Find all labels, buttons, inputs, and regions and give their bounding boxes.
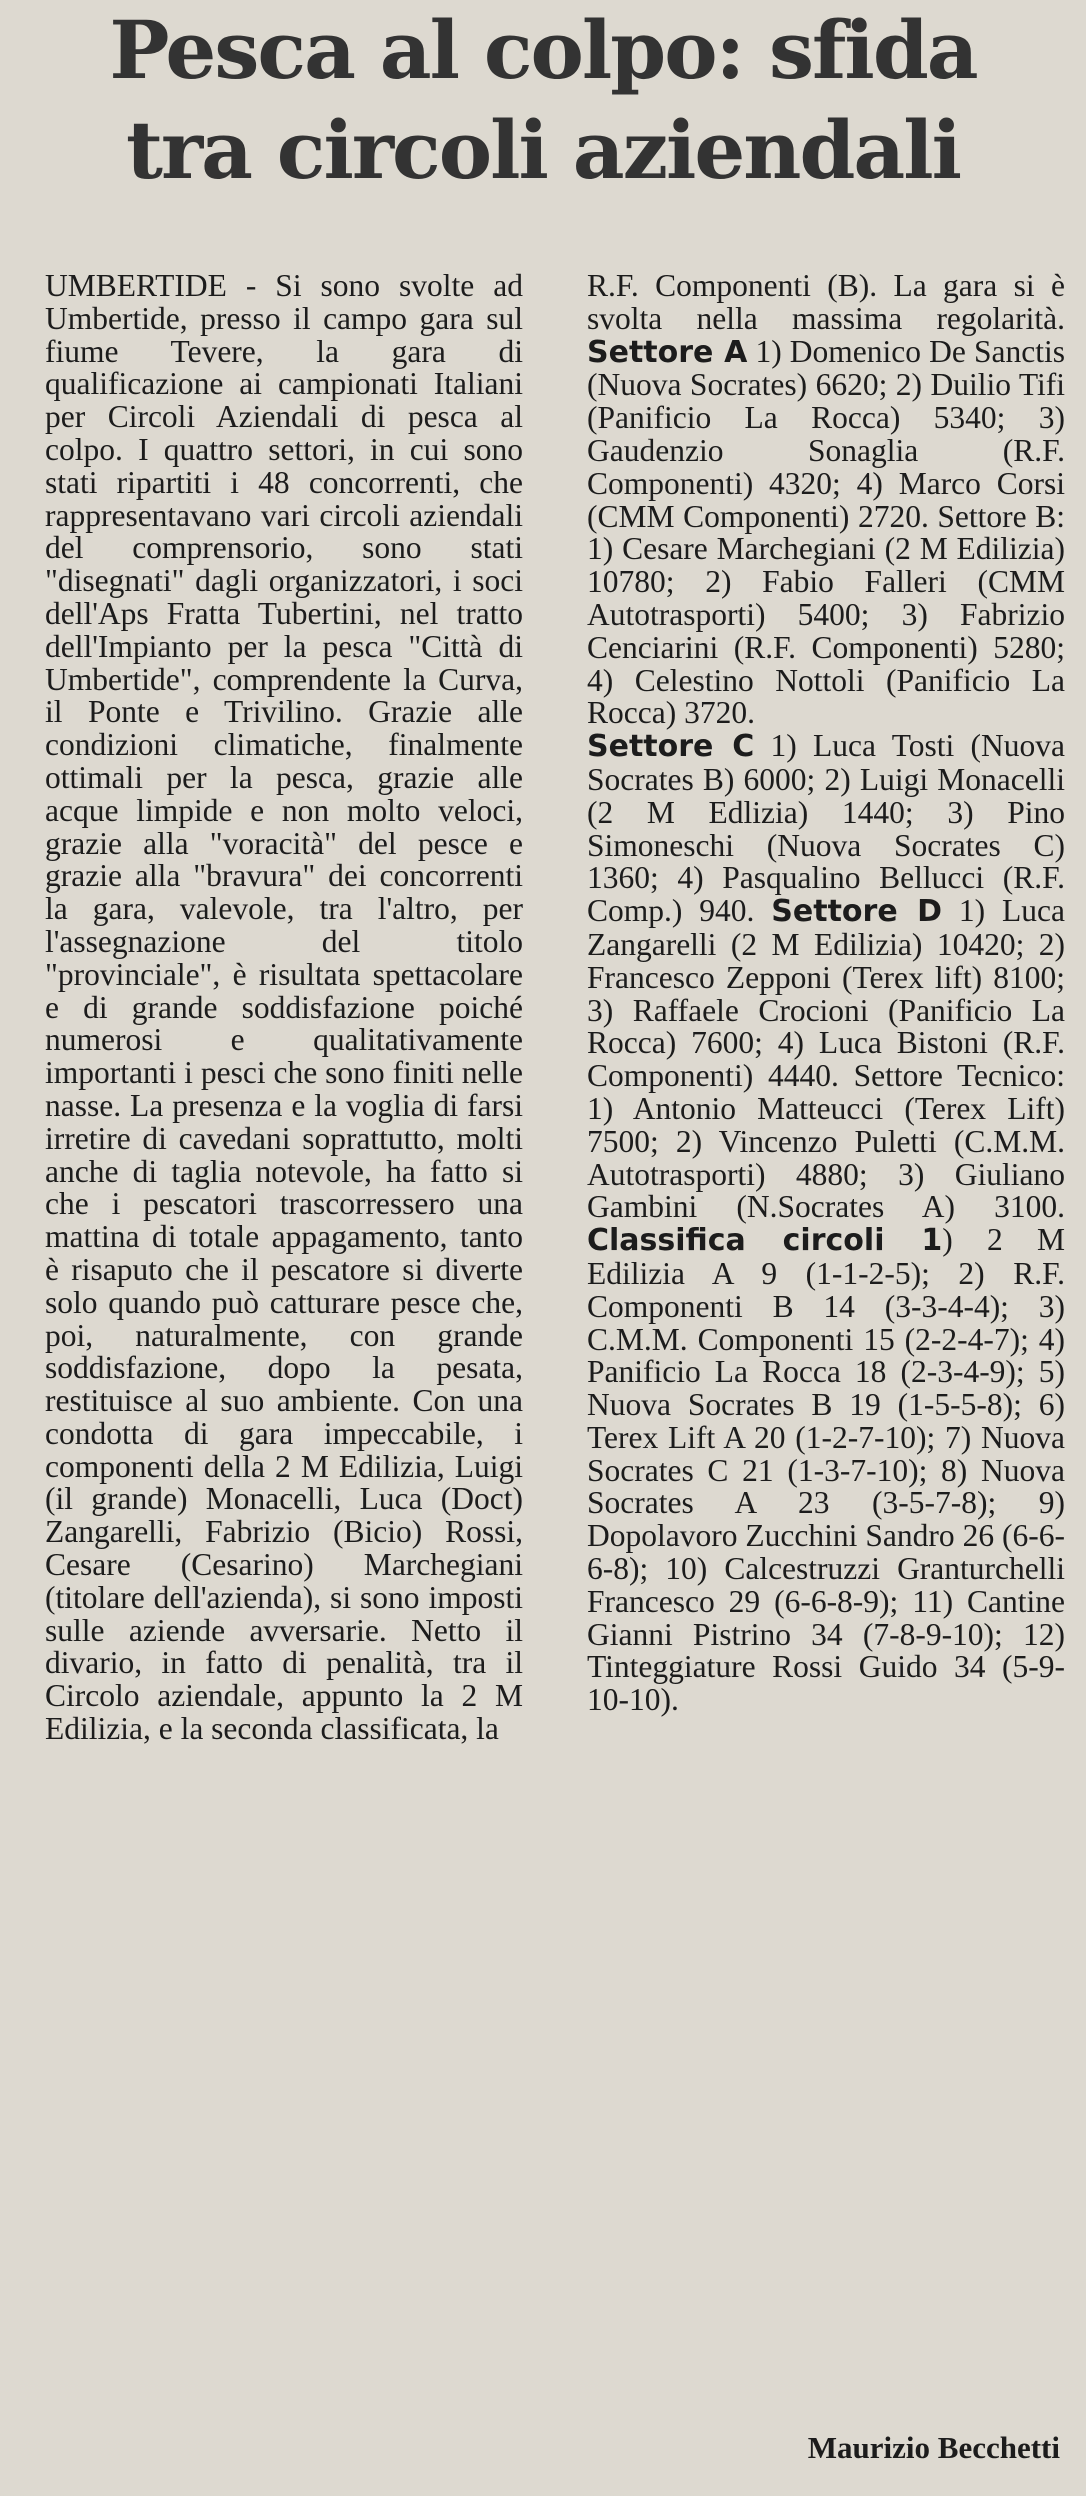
intro-text: R.F. Componenti (B). La gara si è svolta nella massima regolarità.: [587, 268, 1065, 336]
left-column: [45, 270, 523, 1746]
article-body: UMBERTIDE - Si sono svolte ad Umbertide, presso il campo gara sul fiume Tevere, la gara di qualificazione ai campionati Italiani per Circoli Aziendali di pesca al colpo. I quattro settori, in cui sono stati ripartiti i 48 concorrenti, che rappresentavano vari circoli aziendali del comprensorio, sono stati "disegnati" dagli organizzatori, i soci dell'Aps Fratta Tubertini, nel tratto dell'Impianto per la pesca "Città di Umbertide", comprendente la Curva, il Ponte e Trivilino. Grazie alle condizioni climatiche, finalmente ottimali per la pesca, grazie alle acque limpide e non molto veloci, grazie alla "voracità" del pesce e grazie alla "bravura" dei concorrenti la gara, valevole, tra l'altro, per l'assegnazione del titolo "provinciale", è risultata spettacolare e di grande soddisfazione poiché numerosi e qualitativamente importanti i pesci che sono finiti nelle nasse. La presenza e la voglia di farsi irretire di cavedani soprattutto, molti anche di taglia notevole, ha fatto si che i pescatori trascorressero una mattina di totale appagamento, tanto è risaputo che il pescatore si diverte solo quando può catturare pesce che, poi, naturalmente, con grande soddisfazione, dopo la pesata, restituisce al suo ambiente. Con una condotta di gara impeccabile, i componenti della 2 M Edilizia, Luigi (il grande) Monacelli, Luca (Doct) Zangarelli, Fabrizio (Bicio) Rossi, Cesare (Cesarino) Marchegiani (titolare dell'azienda), si sono imposti sulle aziende avversarie. Netto il divario, in fatto di penalità, tra il Circolo aziendale, appunto la 2 M Edilizia, e la seconda classificata, la: [45, 268, 523, 1747]
right-paragraph-1: [587, 270, 1065, 730]
settore-d-results: 1) Luca Zangarelli (2 M Edilizia) 10420; 2) Francesco Zepponi (Terex lift) 8100; 3) Raffaele Crocioni (Panificio La Rocca) 7600; 4) Luca Bistoni (R.F. Componenti) 4440. Settore Tecnico: 1) Antonio Matteucci (Terex Lift) 7500; 2) Vincenzo Puletti (C.M.M. Autotrasporti) 4880; 3) Giuliano Gambini (N.Socrates A) 3100.: [587, 893, 1065, 1225]
right-column: [587, 270, 1065, 1717]
author-byline: Maurizio Becchetti: [807, 2430, 1060, 2465]
settore-a-results: 1) Domenico De Sanctis (Nuova Socrates) 6620; 2) Duilio Tifi (Panificio La Rocca) 5340; 3) Gaudenzio Sonaglia (R.F. Componenti) 4320; 4) Marco Corsi (CMM Componenti) 2720. Settore B: 1) Cesare Marchegiani (2 M Edilizia) 10780; 2) Fabio Falleri (CMM Autotrasporti) 5400; 3) Fabrizio Cenciarini (R.F. Componenti) 5280; 4) Celestino Nottoli (Panificio La Rocca) 3720.: [587, 333, 1065, 731]
headline: [0, 0, 1086, 200]
settore-c-label: Settore C: [587, 729, 755, 765]
settore-d-label: Settore D: [771, 894, 943, 930]
headline-line-2: tra circoli aziendali: [125, 103, 960, 197]
settore-c-results: 1) Luca Tosti (Nuova Socrates B) 6000; 2) Luigi Monacelli (2 M Edlizia) 1440; 3) Pino Simoneschi (Nuova Socrates C) 1360; 4) Pasqualino Bellucci (R.F. Comp.) 940.: [587, 728, 1065, 929]
settore-a-label: Settore A: [587, 334, 748, 370]
classifica-label: Classifica circoli 1: [587, 1223, 943, 1259]
headline-line-1: Pesca al colpo: sfida: [109, 3, 977, 97]
classifica-results: ) 2 M Edilizia A 9 (1-1-2-5); 2) R.F. Componenti B 14 (3-3-4-4); 3) C.M.M. Componenti 15 (2-2-4-7); 4) Panificio La Rocca 18 (2-3-4-9); 5) Nuova Socrates B 19 (1-5-5-8); 6) Terex Lift A 20 (1-2-7-10); 7) Nuova Socrates C 21 (1-3-7-10); 8) Nuova Socrates A 23 (3-5-7-8); 9) Dopolavoro Zucchini Sandro 26 (6-6-6-8); 10) Calcestruzzi Granturchelli Francesco 29 (6-6-8-9); 11) Cantine Gianni Pistrino 34 (7-8-9-10); 12) Tinteggiature Rossi Guido 34 (5-9-10-10).: [587, 1222, 1066, 1718]
right-paragraph-2: [587, 730, 1065, 1717]
